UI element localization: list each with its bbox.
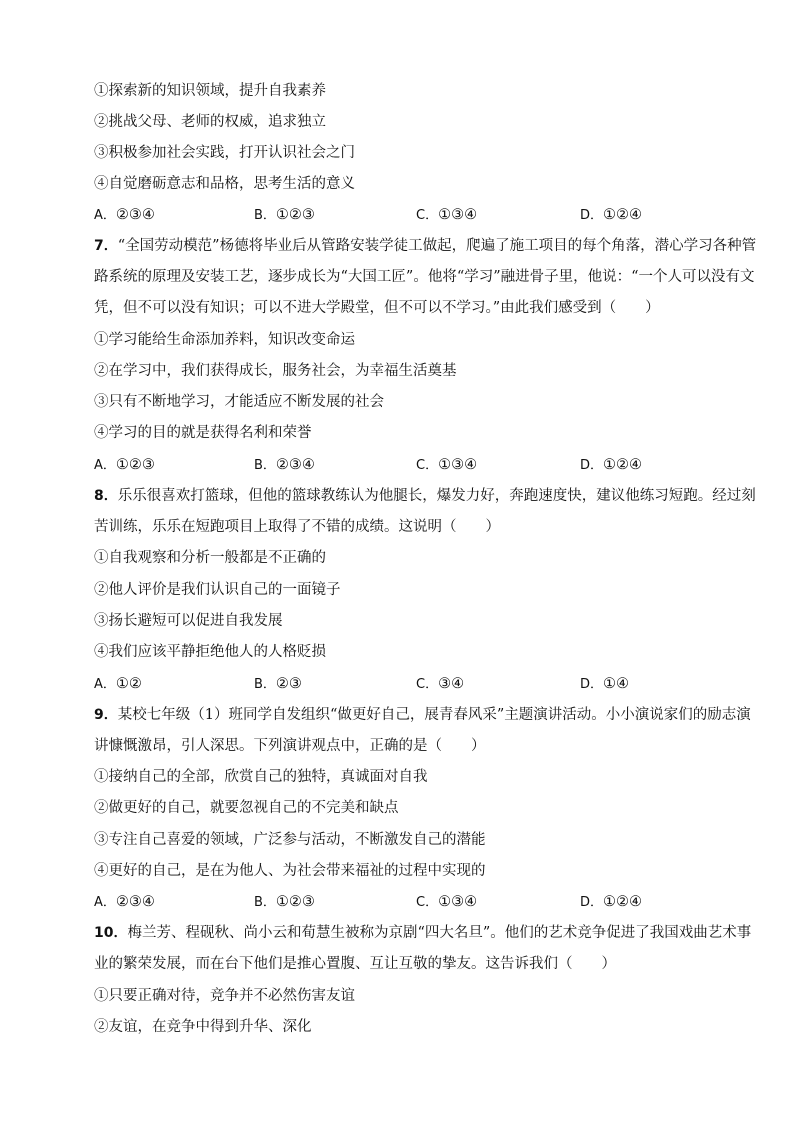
q8-stem-line-1: 8．乐乐很喜欢打篮球，但他的篮球教练认为他腿长，爆发力好，奔跑速度快，建议他练习短跑。经过刻	[94, 488, 756, 504]
q9-option-4: ④更好的自己，是在为他人、为社会带来福祉的过程中实现的	[94, 863, 486, 879]
q7-choice-a: A．①②③	[94, 457, 155, 473]
q7-option-4: ④学习的目的就是获得名利和荣誉	[94, 425, 312, 441]
q9-stem-line-2: 讲慷慨激昂，引人深思。下列演讲观点中，正确的是（ ）	[94, 738, 486, 754]
q9-option-3: ③专注自己喜爱的领域，广泛参与活动，不断激发自己的潜能	[94, 832, 486, 848]
q7-choice-d: D．①②④	[580, 457, 643, 473]
q9-choice-d: D．①②④	[580, 894, 643, 910]
q8-option-4: ④我们应该平静拒绝他人的人格贬损	[94, 644, 326, 660]
q6-option-4: ④自觉磨砺意志和品格，思考生活的意义	[94, 176, 355, 192]
q8-option-2: ②他人评价是我们认识自己的一面镜子	[94, 582, 341, 598]
q6-choice-b: B．①②③	[254, 207, 315, 223]
q6-choice-a: A．②③④	[94, 207, 155, 223]
q9-choice-b: B．①②③	[254, 894, 315, 910]
q8-choice-a: A．①②	[94, 676, 142, 692]
q7-option-2: ②在学习中，我们获得成长，服务社会，为幸福生活奠基	[94, 363, 457, 379]
q10-stem-line-1: 10．梅兰芳、程砚秋、尚小云和荀慧生被称为京剧“四大名旦”。他们的艺术竞争促进了我国戏曲艺术事	[94, 925, 752, 941]
q6-choices	[94, 205, 734, 227]
q7-option-3: ③只有不断地学习，才能适应不断发展的社会	[94, 394, 384, 410]
q9-stem-line-1: 9．某校七年级（1）班同学自发组织“做更好自己，展青春风采”主题演讲活动。小小演说家们的励志演	[94, 707, 751, 723]
q7-choice-b: B．②③④	[254, 457, 315, 473]
q9-number: 9．	[94, 707, 118, 723]
q10-number: 10．	[94, 925, 128, 941]
q6-choice-c: C．①③④	[416, 207, 478, 223]
q7-option-1: ①学习能给生命添加养料，知识改变命运	[94, 332, 355, 348]
q9-option-2: ②做更好的自己，就要忽视自己的不完美和缺点	[94, 800, 399, 816]
q7-stem-line-1: 7．“全国劳动模范”杨德将毕业后从管路安装学徒工做起，爬遍了施工项目的每个角落，潜心学习各种管	[94, 238, 757, 254]
q8-choices	[94, 674, 734, 696]
q9-choice-c: C．①③④	[416, 894, 478, 910]
q7-choice-c: C．①③④	[416, 457, 478, 473]
q10-option-2: ②友谊，在竞争中得到升华、深化	[94, 1019, 312, 1035]
q8-stem-line-2: 苦训练，乐乐在短跑项目上取得了不错的成绩。这说明（ ）	[94, 519, 500, 535]
q8-option-1: ①自我观察和分析一般都是不正确的	[94, 550, 326, 566]
q9-choices	[94, 892, 734, 914]
q10-stem-line-2: 业的繁荣发展，而在台下他们是推心置腹、互让互敬的挚友。这告诉我们（ ）	[94, 956, 616, 972]
q9-choice-a: A．②③④	[94, 894, 155, 910]
q6-option-2: ②挑战父母、老师的权威，追求独立	[94, 114, 326, 130]
q8-number: 8．	[94, 488, 118, 504]
q7-choices	[94, 455, 734, 477]
q7-number: 7．	[94, 238, 118, 254]
q9-option-1: ①接纳自己的全部，欣赏自己的独特，真诚面对自我	[94, 769, 428, 785]
q7-stem-line-2: 路系统的原理及安装工艺，逐步成长为“大国工匠”。他将“学习”融进骨子里，他说：“一个人可以没有文	[94, 269, 755, 285]
q6-choice-d: D．①②④	[580, 207, 643, 223]
q6-option-1: ①探索新的知识领域，提升自我素养	[94, 83, 326, 99]
q10-option-1: ①只要正确对待，竞争并不必然伤害友谊	[94, 988, 355, 1004]
q6-option-3: ③积极参加社会实践，打开认识社会之门	[94, 145, 355, 161]
q8-choice-c: C．③④	[416, 676, 465, 692]
q8-choice-d: D．①④	[580, 676, 630, 692]
q7-stem-line-3: 凭，但不可以没有知识；可以不进大学殿堂，但不可以不学习。”由此我们感受到（ ）	[94, 300, 660, 316]
q8-option-3: ③扬长避短可以促进自我发展	[94, 613, 283, 629]
q8-choice-b: B．②③	[254, 676, 302, 692]
